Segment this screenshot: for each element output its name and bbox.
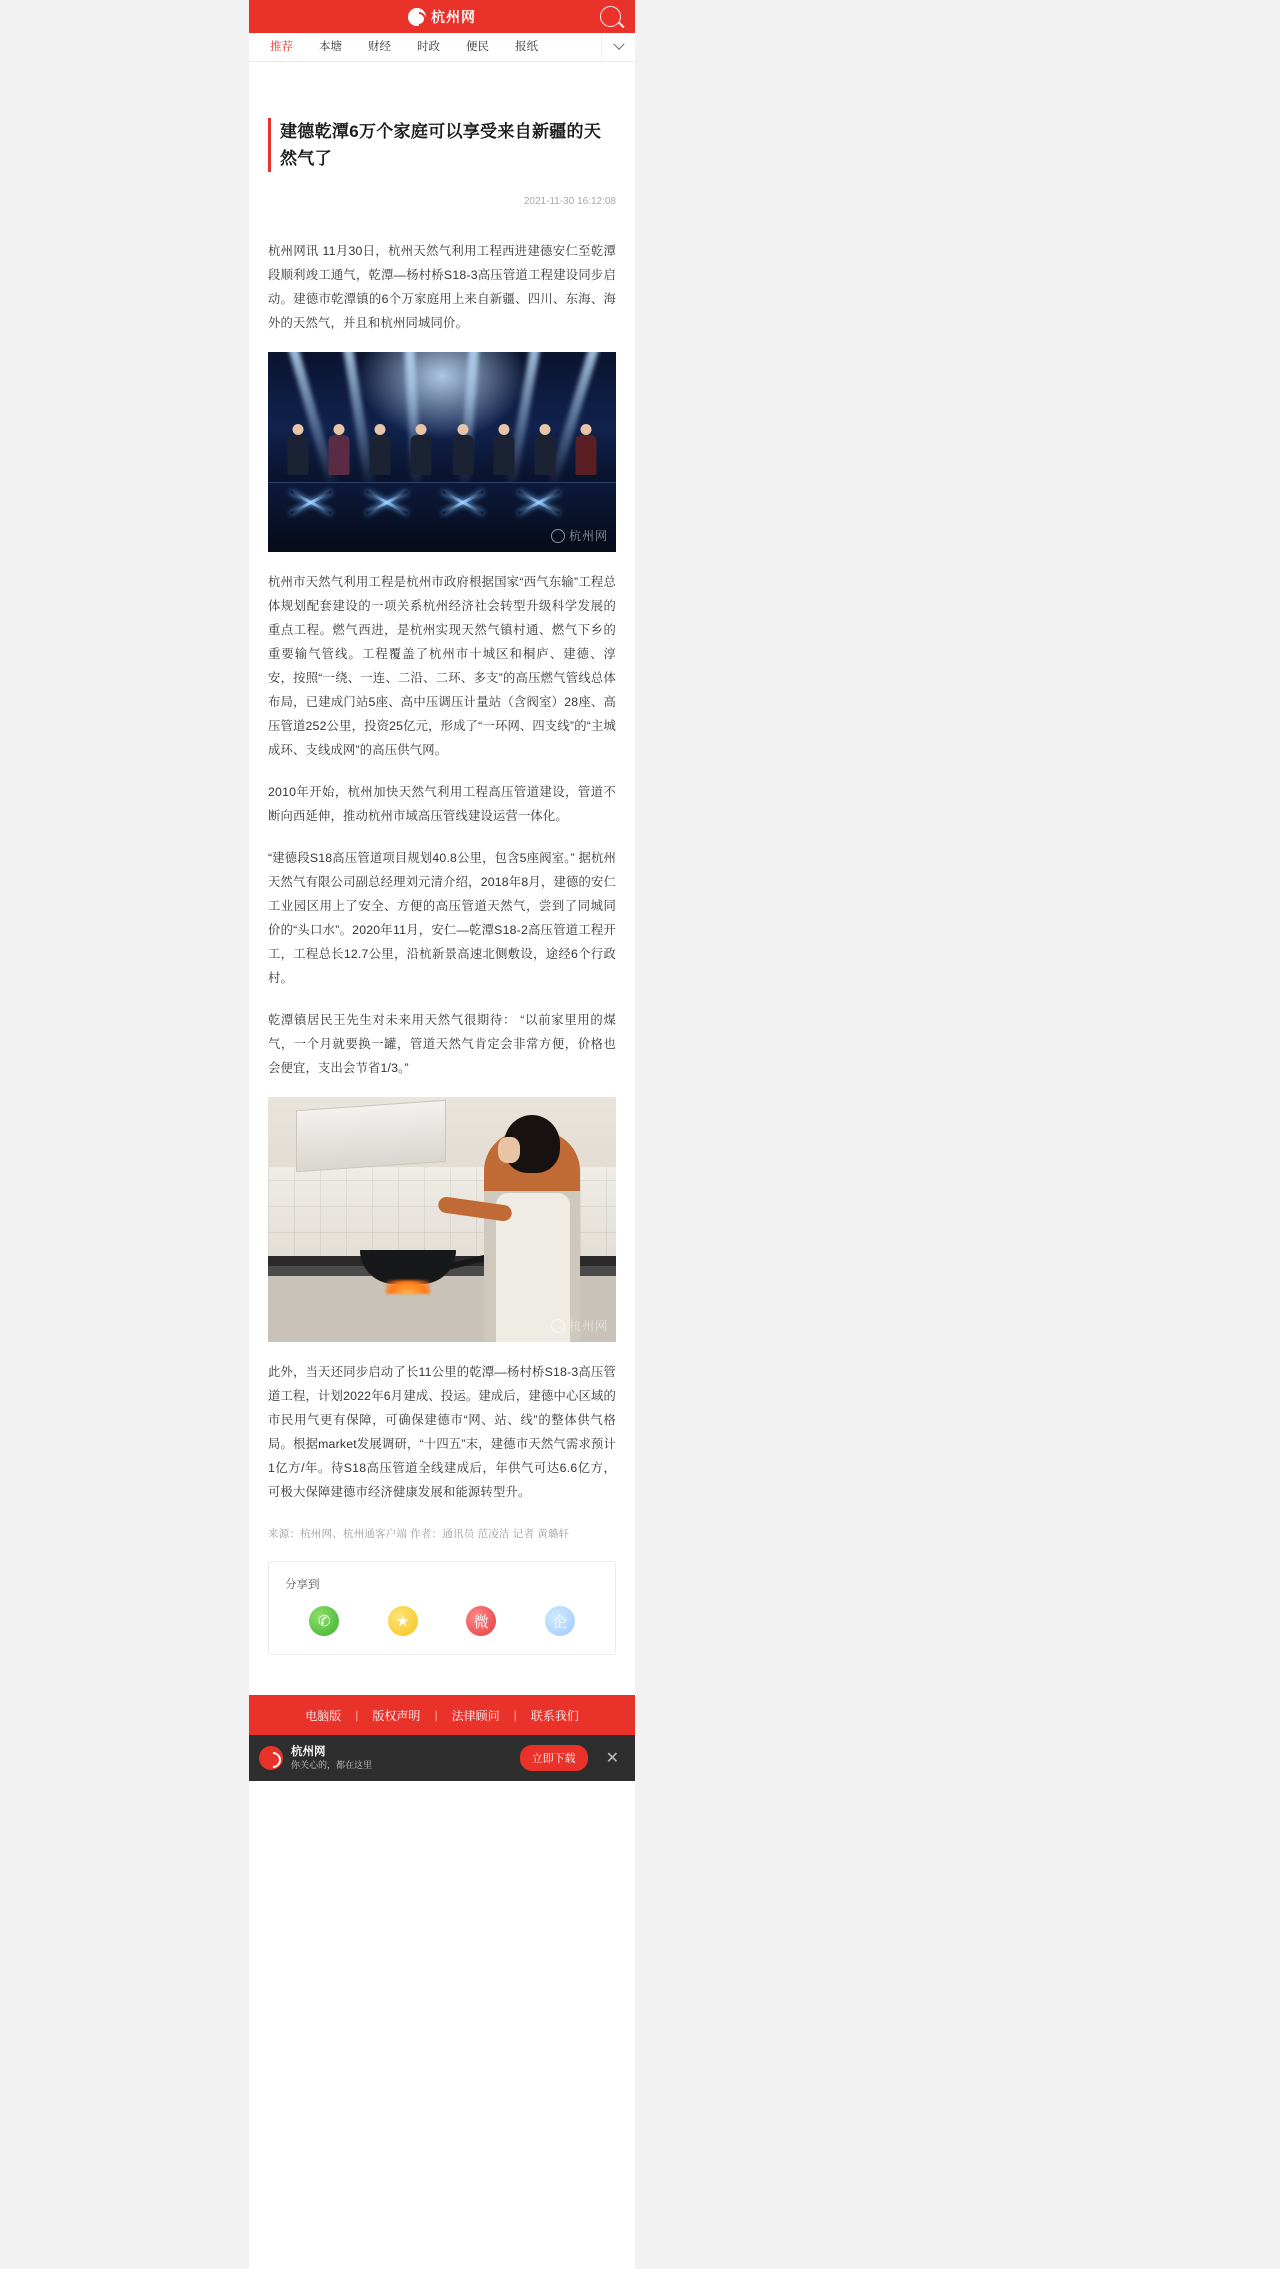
chevron-down-icon: [613, 39, 624, 50]
nav-item-recommend[interactable]: 推荐: [270, 41, 293, 53]
share-title: 分享到: [285, 1579, 320, 1591]
nav-item-convenience[interactable]: 便民: [466, 41, 489, 53]
article-paragraph: 2010年开始，杭州加快天然气利用工程高压管道建设，管道不断向西延伸，推动杭州市域高压管线建设运营一体化。: [268, 785, 616, 823]
article-paragraph: 杭州网讯 11月30日，杭州天然气利用工程西进建德安仁至乾潭段顺利竣工通气，乾潭—杨村桥S18-3高压管道工程建设同步启动。建德市乾潭镇的6个万家庭用上来自新疆、四川、东海、海外的天然气，并且和杭州同城同价。: [268, 244, 616, 330]
mobile-page: [249, 0, 635, 2269]
download-button[interactable]: 立即下载: [520, 1745, 588, 1771]
logo-icon: [408, 8, 426, 26]
nav-item-bentang[interactable]: 本塘: [319, 41, 342, 53]
article-paragraph: 杭州市天然气利用工程是杭州市政府根据国家“西气东输”工程总体规划配套建设的一项关系杭州经济社会转型升级科学发展的重点工程。燃气西进，是杭州实现天然气镇村通、燃气下乡的重要输气管线。工程覆盖了杭州市十城区和桐庐、建德、淳安，按照“一绕、一连、二沿、二环、多支”的高压燃气管线总体布局，已建成门站5座、高中压调压计量站（含阀室）28座、高压管道252公里，投资25亿元，形成了“一环网、四支线”的“主城成环、支线成网”的高压供气网。: [268, 575, 617, 757]
article-title: 建德乾潭6万个家庭可以享受来自新疆的天然气了: [280, 122, 602, 168]
qq-share-icon[interactable]: 企: [545, 1606, 575, 1636]
article-paragraph: 此外，当天还同步启动了长11公里的乾潭—杨村桥S18-3高压管道工程，计划2022年6月建成、投运。建成后，建德中心区域的市民用气更有保障，可确保建德市“网、站、线”的整体供气格局。根据market发展调研，“十四五”末，建德市天然气需求预计1亿方/年。待S18高压管道全线建成后，年供气可达6.6亿方，可极大保障建德市经济健康发展和能源转型升。: [268, 1365, 616, 1499]
watermark: [551, 1317, 608, 1334]
footer-separator: |: [434, 1708, 438, 1722]
page-title: [268, 118, 616, 172]
watermark-text: 杭州网: [568, 529, 608, 543]
logo-text: 杭州网: [431, 8, 476, 25]
app-logo-icon: [259, 1746, 283, 1770]
watermark: [551, 527, 608, 544]
footer-separator: |: [513, 1708, 517, 1722]
site-header: [249, 0, 635, 33]
footer-separator: |: [355, 1708, 359, 1722]
site-footer: [249, 1695, 635, 1735]
article-paragraph: 乾潭镇居民王先生对未来用天然气很期待： “以前家里用的煤气，一个月就要换一罐，管道天然气肯定会非常方便，价格也会便宜，支出会节省1/3。”: [268, 1013, 616, 1075]
stage-ceremony-photo: [268, 352, 616, 552]
nav-item-newspaper[interactable]: 报纸: [515, 41, 538, 53]
article-paragraph: “建德段S18高压管道项目规划40.8公里，包含5座阀室。” 据杭州天然气有限公司副总经理刘元清介绍，2018年8月，建德的安仁工业园区用上了安全、方便的高压管道天然气，尝到了同城同价的“头口水”。2020年11月，安仁—乾潭S18-2高压管道工程开工，工程总长12.7公里，沿杭新景高速北侧敷设，途经6个行政村。: [268, 851, 616, 985]
wechat-share-icon[interactable]: ✆: [309, 1606, 339, 1636]
bottom-spacer: [268, 1655, 616, 1695]
close-icon[interactable]: ✕: [605, 1750, 619, 1767]
nav-item-politics[interactable]: 时政: [417, 41, 440, 53]
kitchen-cooking-photo: [268, 1097, 616, 1342]
footer-link-copyright[interactable]: 版权声明: [372, 1708, 421, 1723]
watermark-text: 杭州网: [568, 1319, 608, 1333]
footer-link-contact[interactable]: 联系我们: [530, 1708, 579, 1723]
main-nav: [249, 33, 635, 62]
weibo-share-icon[interactable]: 微: [466, 1606, 496, 1636]
app-subtitle: 你关心的，都在这里: [291, 1759, 373, 1770]
search-icon[interactable]: [600, 6, 621, 27]
nav-more-button[interactable]: [601, 33, 635, 61]
app-title: 杭州网: [291, 1746, 326, 1759]
footer-link-legal[interactable]: 法律顾问: [451, 1708, 500, 1723]
article-body: [249, 118, 635, 1695]
app-download-bar: [249, 1735, 635, 1781]
footer-link-desktop[interactable]: 电脑版: [305, 1708, 342, 1723]
article-source: 来源：杭州网、杭州通客户端 作者：通讯员 范凌洁 记者 黄璐轩: [268, 1528, 570, 1540]
site-logo[interactable]: [408, 7, 476, 27]
qzone-share-icon[interactable]: ★: [388, 1606, 418, 1636]
nav-item-finance[interactable]: 财经: [368, 41, 391, 53]
article-timestamp: 2021-11-30 16:12:08: [523, 196, 616, 207]
share-panel: [268, 1561, 616, 1655]
watermark-logo-icon: [551, 529, 565, 543]
stage-participants: [286, 424, 598, 480]
watermark-logo-icon: [551, 1319, 565, 1333]
